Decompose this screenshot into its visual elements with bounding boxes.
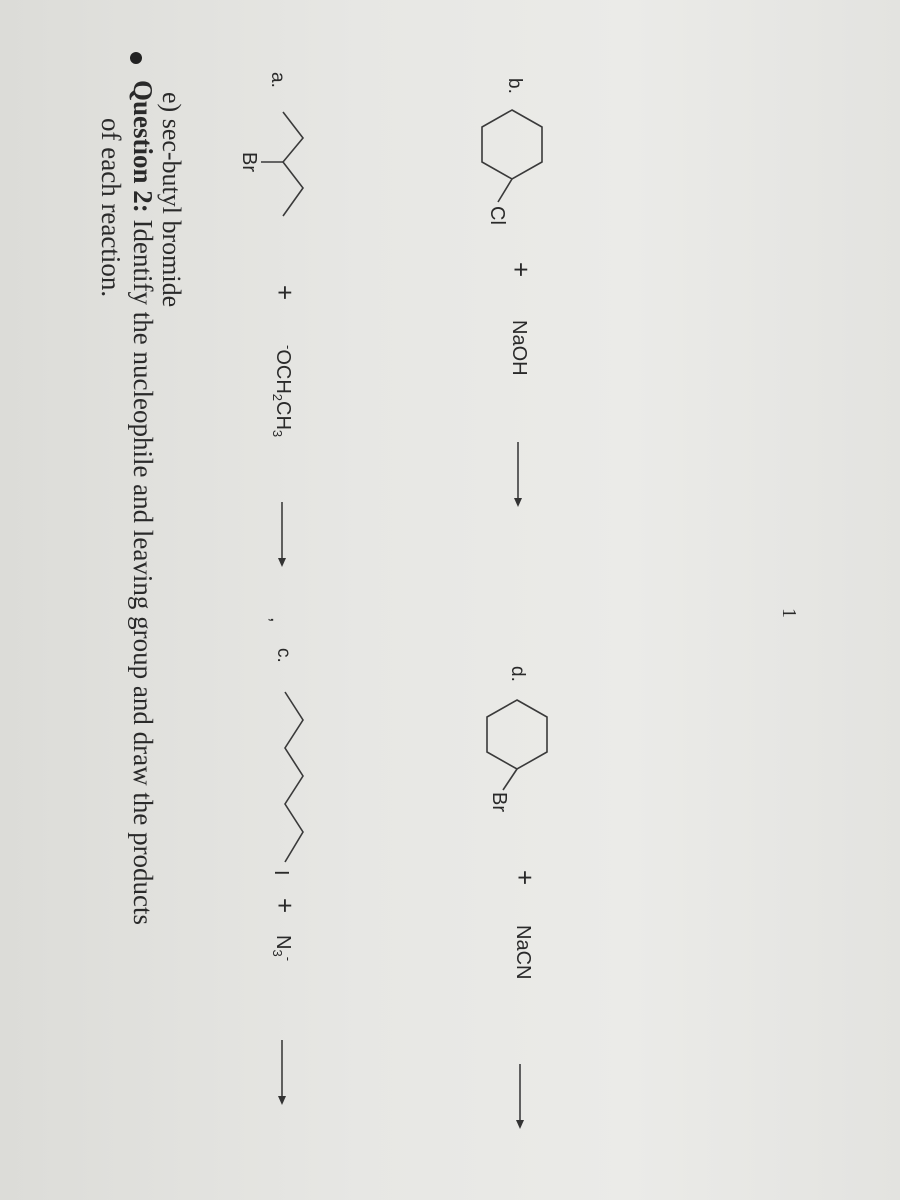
reaction-a-bromine: Br: [238, 152, 260, 172]
subpart-e-text: e) sec-butyl bromide: [157, 92, 186, 308]
reaction-b-plus: +: [506, 262, 536, 278]
bullet-icon: [130, 52, 142, 64]
cyclohexane-ring: [487, 700, 547, 769]
question-2-label: Question 2:: [128, 80, 158, 213]
reaction-c-plus: +: [270, 898, 300, 914]
reaction-c-iodine: I: [270, 870, 292, 876]
reaction-b-nucleophile: NaOH: [508, 320, 530, 376]
cyclohexane-ring: [482, 110, 542, 179]
carbon-chain: [285, 692, 303, 862]
reaction-c-nucleophile: $N_3^-$: [270, 935, 296, 962]
reaction-d-substrate-skeleton: [465, 690, 565, 820]
reaction-d-label: d.: [507, 666, 528, 682]
reaction-a-substrate-skeleton: [255, 110, 345, 250]
reaction-a-plus: +: [270, 285, 300, 301]
reaction-b-substrate-skeleton: [460, 100, 560, 230]
reaction-c-arrow-icon: [272, 1038, 292, 1108]
c-br-bond: [503, 769, 517, 790]
reaction-d-nucleophile: NaCN: [512, 925, 534, 980]
reaction-a-nucleophile: $^-OCH_2CH_3$: [270, 345, 296, 438]
reaction-a-arrow-icon: [272, 500, 292, 570]
reaction-d-arrow-icon: [510, 1062, 530, 1132]
reaction-b-label: b.: [504, 78, 525, 94]
question-2-prompt: Identify the nucleophile and leaving group and draw the products: [128, 212, 158, 926]
reaction-b-arrow-icon: [508, 440, 528, 510]
question-2-text-continued: of each reaction.: [96, 118, 126, 298]
reaction-a-label: a.: [267, 72, 288, 88]
reaction-c-label: c.: [273, 648, 294, 663]
c-cl-bond: [498, 179, 512, 202]
carbon-chain: [283, 112, 303, 216]
question-2-text: [127, 80, 158, 925]
reaction-a-separator: ,: [266, 617, 288, 623]
page-number: 1: [778, 608, 800, 618]
reaction-d-bromine: Br: [488, 792, 510, 812]
reaction-b-chlorine: Cl: [486, 206, 508, 225]
reaction-d-plus: +: [510, 870, 540, 886]
reaction-c-substrate-skeleton: [265, 690, 325, 880]
